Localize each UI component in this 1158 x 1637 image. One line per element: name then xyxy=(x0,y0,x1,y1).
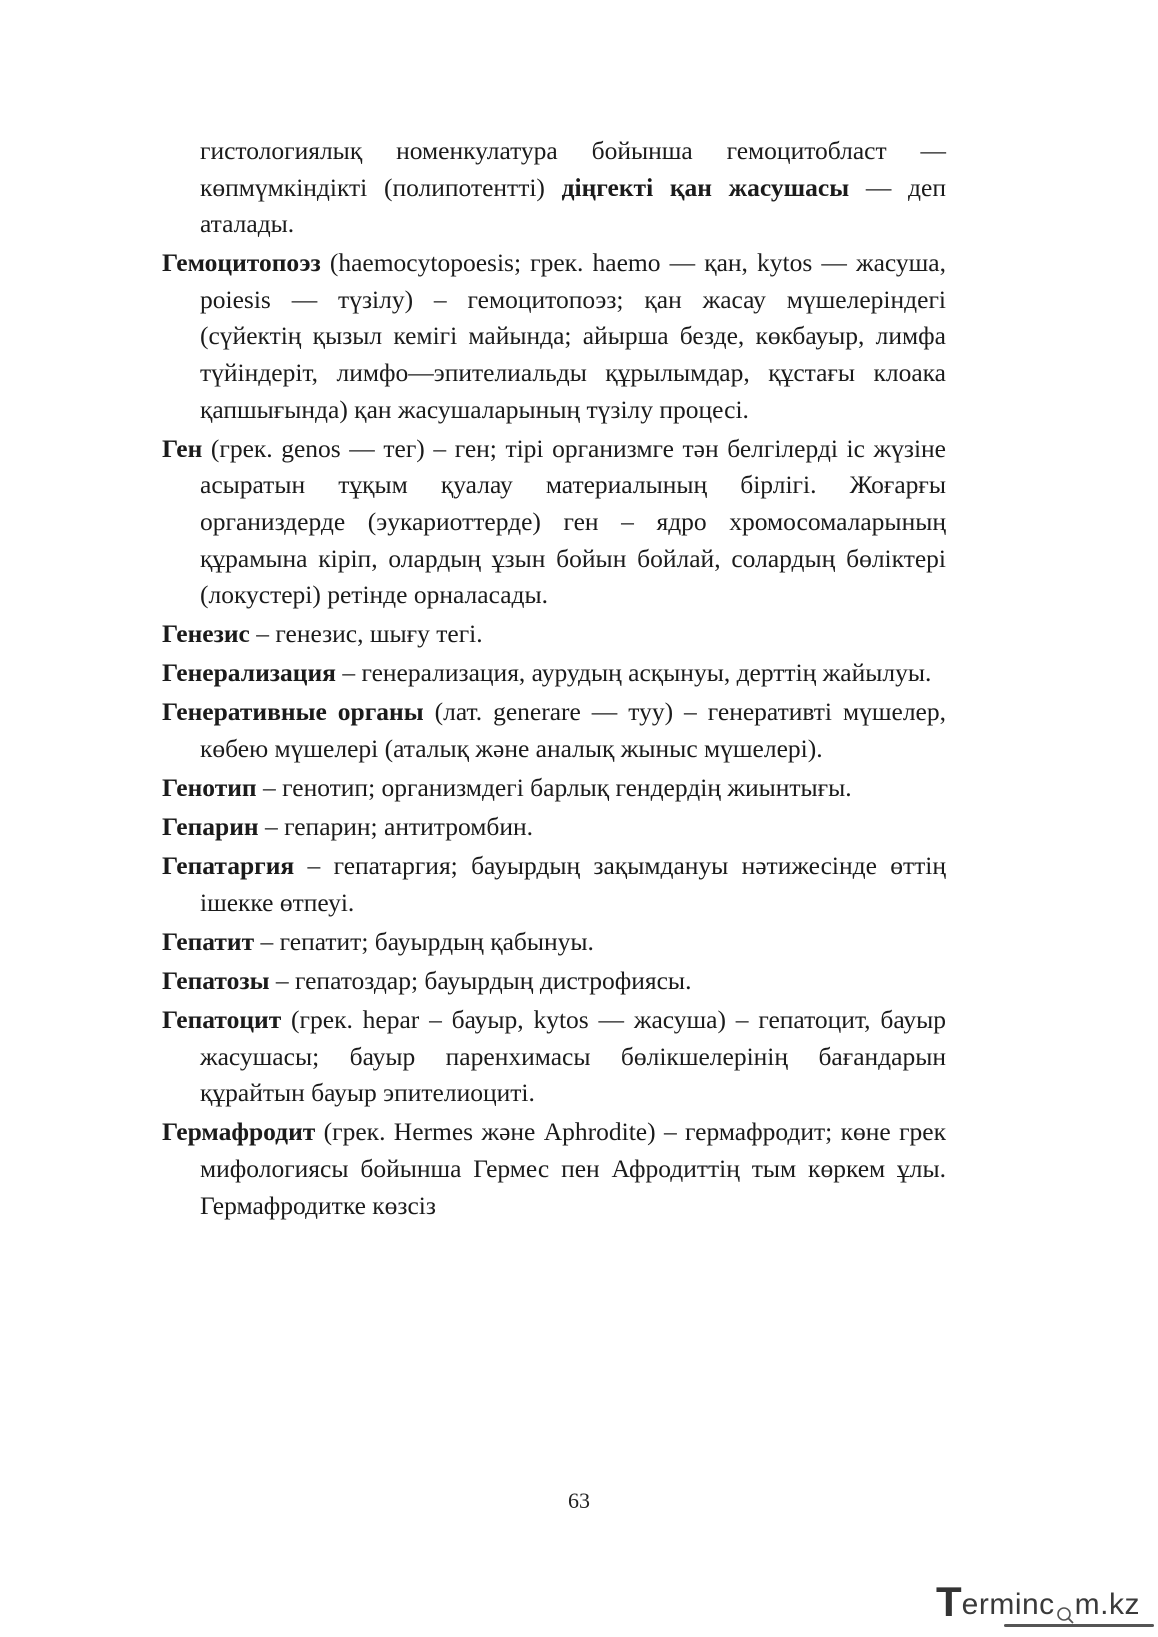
entry-definition: (грек. Hermes және Aphrodite) – гермафродит; көне грек мифологиясы бойынша Гермес пен Афродиттің тым көркем ұлы. Гермафродитке көзсіз xyxy=(200,1117,946,1220)
entry-definition: – генезис, шығу тегі. xyxy=(249,619,483,649)
watermark-first-letter: T xyxy=(936,1578,962,1625)
dictionary-entry xyxy=(162,809,946,846)
entry-headword: Гепатоцит xyxy=(162,1005,282,1035)
dictionary-entry xyxy=(162,1114,946,1224)
watermark-text xyxy=(962,1586,1140,1624)
entry-headword: Гепатит xyxy=(162,926,255,956)
entry-headword: Гемоцитопоэз xyxy=(162,248,321,278)
page-number: 63 xyxy=(568,1488,590,1513)
entry-definition: – гепатоздар; бауырдың дистрофиясы. xyxy=(269,966,692,996)
entry-definition: гистологиялық номенкулатура бойынша гемоцитобласт — көпмүмкіндікті (полипотентті) xyxy=(200,136,946,202)
dictionary-entry xyxy=(162,616,946,653)
entry-definition: (грек. hepar – бауыр, kytos — жасуша) – гепатоцит, бауыр жасушасы; бауыр паренхимасы бөлікшелерінің бағандарын құрайтын бауыр эпителиоциті. xyxy=(200,1005,946,1108)
dictionary-entry xyxy=(162,655,946,692)
watermark-end: m.kz xyxy=(1074,1588,1140,1621)
entry-definition: – гепатаргия; бауырдың зақымдануы нәтижесінде өттің ішекке өтпеуі. xyxy=(200,851,946,917)
entry-bold-term: діңгекті қан жасушасы xyxy=(561,172,850,202)
dictionary-entry xyxy=(162,694,946,767)
magnifier-icon xyxy=(1056,1596,1074,1614)
entry-definition: (лат. generare — туу) – генеративті мүшелер, көбею мүшелері (аталық және аналық жыныс мүшелері). xyxy=(200,697,947,763)
entry-definition: – гепарин; антитромбин. xyxy=(258,812,534,842)
entry-definition: (грек. genos — тег) – ген; тірі организмге тән белгілерді іс жүзіне асыратын тұқым қуалау материалының бірлігі. Жоғарғы организдерде (эукариоттерде) ген – ядро хромосомаларының құрамына кіріп, олардың ұзын бойын бойлай, солардың бөліктері (локустері) ретінде орналасады. xyxy=(200,433,946,610)
entry-headword: Гепарин xyxy=(162,812,259,842)
entry-headword: Гермафродит xyxy=(162,1117,316,1147)
entry-headword: Гепатаргия xyxy=(162,851,295,881)
entry-definition: (haemocytopoesis; грек. haemo — қан, kytos — жасуша, poiesis — түзілу) – гемоцитопоэз; қан жасау мүшелеріндегі (сүйектің қызыл кемігі майында; айырша безде, көкбауыр, лимфа түйіндеріт, лимфо—эпителиальды құрылымдар, құстағы клоака қапшығында) қан жасушаларының түзілу процесі. xyxy=(200,248,946,424)
watermark-middle: erminc xyxy=(961,1588,1055,1621)
dictionary-entry xyxy=(162,963,946,1000)
dictionary-entry xyxy=(162,431,946,614)
entry-continuation xyxy=(162,133,946,243)
dictionary-entry xyxy=(162,245,946,428)
dictionary-entry xyxy=(162,770,946,807)
entry-headword: Генезис xyxy=(162,619,250,649)
dictionary-entry xyxy=(162,1002,946,1112)
dictionary-entry xyxy=(162,924,946,961)
watermark-underline xyxy=(1004,1624,1154,1627)
dictionary-entry xyxy=(162,848,946,921)
page-body xyxy=(162,133,946,1227)
entry-headword: Генотип xyxy=(162,773,257,803)
entry-definition: – генерализация, аурудың асқынуы, дерттің жайылуы. xyxy=(335,658,932,688)
termincom-watermark[interactable] xyxy=(936,1578,1140,1624)
entry-definition: — деп аталады. xyxy=(200,172,946,239)
entry-headword: Генерализация xyxy=(162,658,336,688)
entry-definition: – генотип; организмдегі барлық гендердің жиынтығы. xyxy=(256,773,852,803)
entry-headword: Ген xyxy=(162,433,203,463)
entry-headword: Генеративные органы xyxy=(162,697,424,727)
entry-definition: – гепатит; бауырдың қабынуы. xyxy=(254,926,594,956)
entry-headword: Гепатозы xyxy=(162,966,270,996)
